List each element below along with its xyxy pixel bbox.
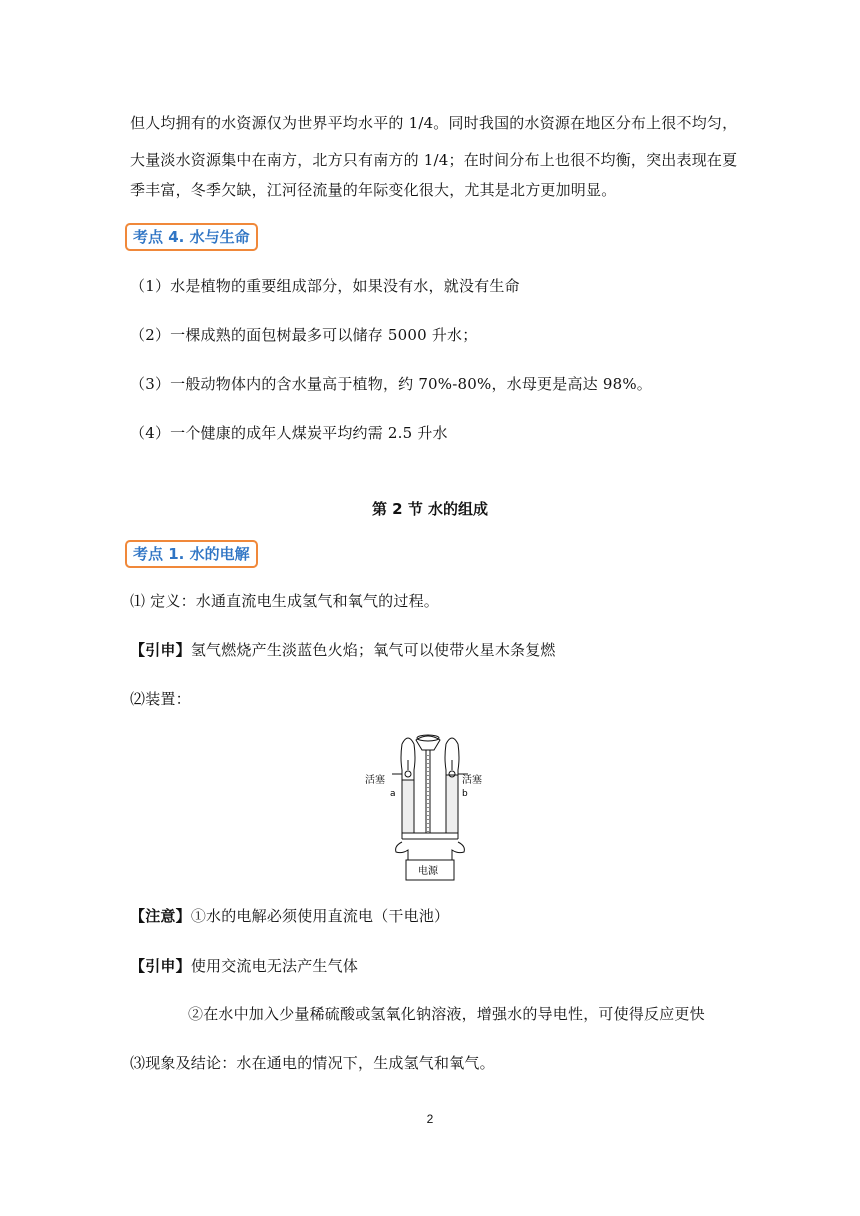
note-2-line: ②在水中加入少量稀硫酸或氢氧化钠溶液，增强水的导电性，可使得反应更快 [188, 1005, 705, 1023]
definition-line: ⑴ 定义：水通直流电生成氢气和氧气的过程。 [130, 592, 439, 610]
extend-line-1 [130, 640, 556, 660]
left-valve [405, 771, 411, 777]
tube-a-label: a [390, 789, 396, 799]
extend-tag: 【引申】 [130, 641, 191, 659]
right-wire [452, 842, 464, 860]
left-wire [396, 842, 408, 860]
power-label: 电源 [418, 866, 438, 877]
intro-line-2: 大量淡水资源集中在南方，北方只有南方的 1/4；在时间分布上也很不均衡，突出表现在夏 [130, 151, 738, 169]
kp4-item-4: （4）一个健康的成年人煤炭平均约需 2.5 升水 [130, 424, 448, 442]
note-text: ①水的电解必须使用直流电（干电池） [190, 907, 450, 925]
kp4-badge: 考点 4. 水与生命 [125, 223, 258, 251]
extend-text-2: 使用交流电无法产生气体 [190, 957, 359, 975]
right-valve-label: 活塞 [462, 775, 482, 786]
result-line: ⑶现象及结论：水在通电的情况下，生成氢气和氧气。 [130, 1054, 495, 1072]
page-number: 2 [426, 1112, 434, 1126]
intro-line-3: 季丰富，冬季欠缺，江河径流量的年际变化很大，尤其是北方更加明显。 [130, 181, 617, 199]
kp4-item-2: （2）一棵成熟的面包树最多可以储存 5000 升水； [130, 326, 478, 344]
left-valve-label: 活塞 [365, 775, 385, 786]
extend-tag-2: 【引申】 [130, 957, 191, 975]
kp4-item-3: （3）一般动物体内的含水量高于植物，约 70%-80%，水母更是高达 98%。 [130, 375, 652, 393]
kp1-badge: 考点 1. 水的电解 [125, 540, 258, 568]
tube-b-label: b [462, 789, 468, 799]
note-line [130, 906, 449, 926]
kp4-item-1: （1）水是植物的重要组成部分，如果没有水，就没有生命 [130, 277, 520, 295]
funnel [416, 736, 440, 750]
extend-text: 氢气燃烧产生淡蓝色火焰；氧气可以使带火星木条复燃 [190, 641, 556, 659]
section-title: 第 2 节 水的组成 [371, 500, 489, 518]
note-tag: 【注意】 [130, 907, 191, 925]
electrolysis-apparatus-diagram [362, 730, 482, 882]
device-label: ⑵装置： [130, 690, 191, 708]
extend-line-2 [130, 956, 358, 976]
intro-line-1: 但人均拥有的水资源仅为世界平均水平的 1/4。同时我国的水资源在地区分布上很不均匀， [130, 114, 738, 132]
